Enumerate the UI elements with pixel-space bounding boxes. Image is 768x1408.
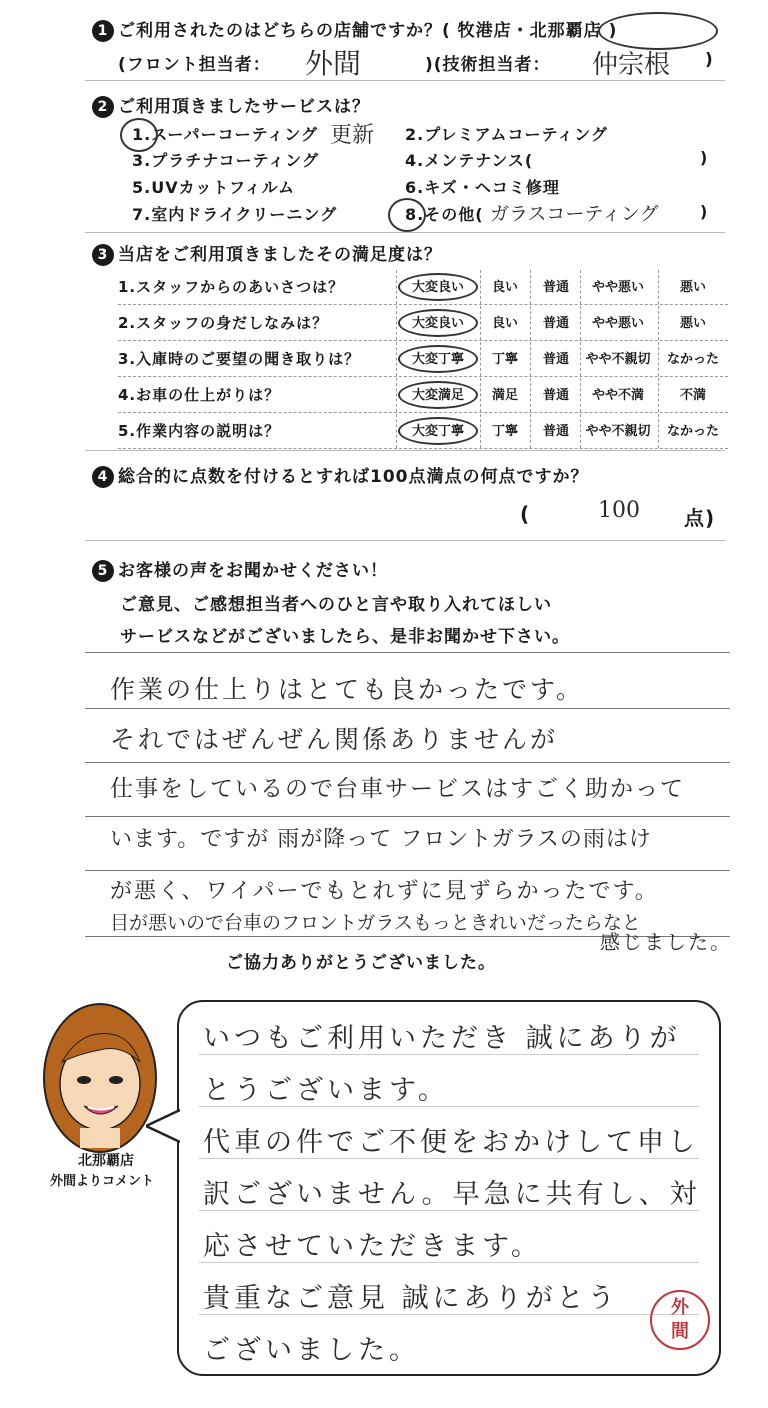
satisfaction-option: やや不親切 [585,352,651,367]
q4-unit: 点) [684,506,716,530]
satisfaction-option: なかった [666,352,719,367]
selected-answer-circle [398,273,478,301]
name-stamp [650,1290,710,1350]
table-divider [396,342,397,376]
ruled-line [85,816,730,817]
satisfaction-option: 良い [491,316,518,331]
satisfaction-option: 丁寧 [491,424,518,439]
satisfaction-option: 丁寧 [491,352,518,367]
reply-line-1: いつもご利用いただき 誠にありが [203,1023,681,1054]
selected-answer-circle [398,345,478,373]
comment-line-5: が悪く、ワイパーでもとれずに見ずらかったです。 [110,879,659,904]
q4-open: ( [520,502,531,526]
reply-line-3: 代車の件でご不便をおかけして申し [203,1127,699,1158]
q2-number: 2 [92,96,114,118]
service-item-8: 8.その他( [405,205,484,224]
satisfaction-question: 2.スタッフの身だしなみは？ [118,314,329,332]
reply-line-4: 訳ございません。早急に共有し、対 [203,1179,701,1210]
q5-text: お客様の声をお聞かせください！ [118,561,388,581]
ruled-line [85,708,730,709]
reply-line-5: 応させていただきます。 [203,1231,542,1262]
service-1-circle [120,118,158,152]
table-divider [396,270,397,304]
satisfaction-option: 大変良い [411,280,464,295]
satisfaction-option: やや悪い [591,280,644,295]
ruled-line [85,762,730,763]
satisfaction-option: 普通 [542,388,569,403]
reply-store: 北那覇店 [78,1153,134,1169]
q1-text: ご利用されたのはどちらの店舗ですか？( 牧港店・北那覇店 ) [118,21,618,41]
table-divider [530,306,531,340]
table-divider [530,342,531,376]
q5-heading [92,556,388,582]
satisfaction-option: やや不親切 [585,424,651,439]
comment-line-2: それではぜんぜん関係ありませんが [110,725,559,754]
satisfaction-option: 大変満足 [411,388,464,403]
service-other-value: ガラスコーティング [490,203,659,225]
satisfaction-option: 悪い [679,316,706,331]
service-item-7: 7.室内ドライクリーニング [132,205,338,224]
satisfaction-option: やや悪い [591,316,644,331]
staff-avatar [40,1000,160,1160]
satisfaction-question: 1.スタッフからのあいさつは？ [118,278,345,296]
table-divider [396,378,397,412]
q3-number: 3 [92,244,114,266]
satisfaction-row [118,414,728,449]
selected-answer-circle [398,417,478,445]
q1-heading [92,16,617,42]
satisfaction-option: 良い [491,280,518,295]
service-item-1: 1.スーパーコーティング [132,125,319,144]
q3-text: 当店をご利用頂きましたその満足度は？ [118,245,442,265]
stamp-text: 外間 [671,1297,689,1342]
service-item-6: 6.キズ・ヘコミ修理 [405,178,560,197]
thanks-text: ご協力ありがとうございました。 [226,953,496,973]
q2-text: ご利用頂きましたサービスは？ [118,97,370,117]
satisfaction-option: 普通 [542,316,569,331]
q4-number: 4 [92,466,114,488]
q4-score: 100 [598,498,640,523]
service-item-4: 4.メンテナンス( [405,151,534,170]
satisfaction-question: 5.作業内容の説明は？ [118,422,281,440]
comment-line-1: 作業の仕上りはとても良かったです。 [110,675,585,704]
satisfaction-option: 大変丁寧 [411,352,464,367]
satisfaction-option: 大変丁寧 [411,424,464,439]
satisfaction-option: 普通 [542,280,569,295]
satisfaction-option: 普通 [542,352,569,367]
satisfaction-option: 大変良い [411,316,464,331]
comment-line-4: います。ですが 雨が降って フロントガラスの雨はけ [110,827,652,852]
q1-tech-value: 仲宗根 [592,50,671,80]
table-divider [396,414,397,448]
divider [85,450,725,451]
reply-line-6: 貴重なご意見 誠にありがとう [203,1283,619,1314]
satisfaction-option: 普通 [542,424,569,439]
comment-line-3: 仕事をしているので台車サービスはすごく助かって [110,776,685,802]
q2-heading [92,92,370,118]
q1-number: 1 [92,20,114,42]
selected-answer-circle [398,381,478,409]
divider [85,232,725,233]
reply-from: 外間よりコメント [49,1174,154,1189]
comment-line-7: 感じました。 [600,930,732,954]
satisfaction-row [118,306,728,341]
satisfaction-option: 悪い [679,280,706,295]
q4-heading [92,462,589,488]
q4-text: 総合的に点数を付けるとすれば100点満点の何点ですか？ [118,467,589,487]
satisfaction-row [118,378,728,413]
table-divider [530,378,531,412]
table-divider [530,270,531,304]
q1-staff-value: 外間 [305,47,362,80]
q1-tech-label: )(技術担当者： [425,55,551,75]
divider [85,540,725,541]
table-divider [530,414,531,448]
satisfaction-question: 4.お車の仕上がりは？ [118,386,281,404]
satisfaction-option: なかった [666,424,719,439]
service-item-3: 3.プラチナコーティング [132,151,319,170]
service-item-8-close: ) [700,202,709,221]
table-divider [396,306,397,340]
service-note-renew: 更新 [330,123,375,148]
q1-close: ) [705,50,714,70]
satisfaction-option: 満足 [491,388,518,403]
comment-line-6: 目が悪いので台車のフロントガラスもっときれいだったらなと [110,912,641,934]
q5-number: 5 [92,560,114,582]
reply-bubble [177,1000,721,1376]
bubble-tail [146,1108,180,1144]
selected-answer-circle [398,309,478,337]
satisfaction-option: やや不満 [591,388,644,403]
reply-line-2: とうございます。 [203,1075,449,1106]
service-item-2: 2.プレミアムコーティング [405,125,608,144]
ruled-line [85,652,730,653]
service-item-5: 5.UVカットフィルム [132,178,296,197]
divider [85,80,725,81]
ruled-line [85,870,730,871]
q3-heading [92,240,442,266]
service-8-circle [388,198,426,232]
satisfaction-question: 3.入庫時のご要望の聞き取りは？ [118,350,361,368]
satisfaction-row [118,270,728,305]
q5-sub-1: ご意見、ご感想担当者へのひと言や取り入れてほしい [120,595,552,615]
satisfaction-option: 不満 [679,388,706,403]
q1-staff-label: (フロント担当者： [118,55,271,75]
service-item-4-close: ) [700,148,709,167]
satisfaction-row [118,342,728,377]
reply-line-7: ございました。 [203,1335,420,1366]
q5-sub-2: サービスなどがございましたら、是非お聞かせ下さい。 [120,627,570,647]
